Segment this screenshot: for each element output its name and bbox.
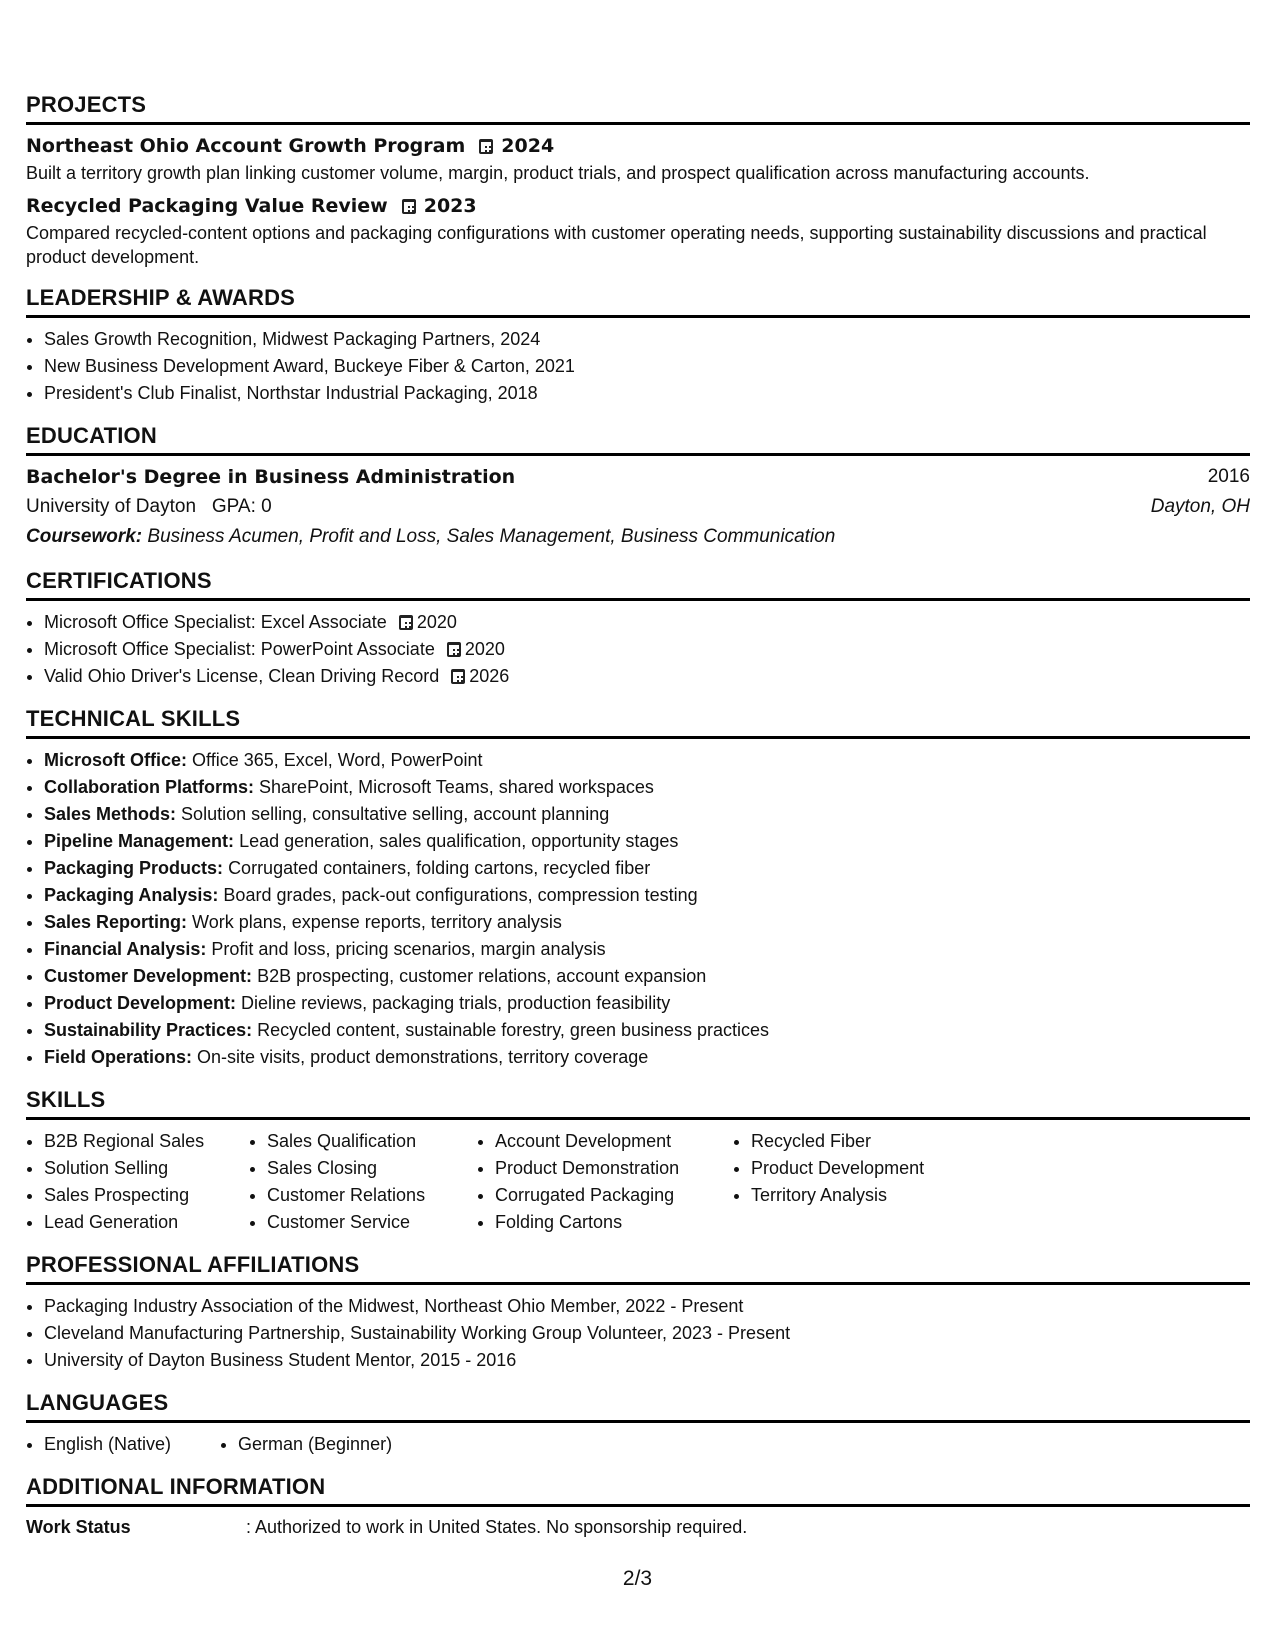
languages-section <box>26 1390 1250 1458</box>
project-item <box>26 133 1250 185</box>
list-item: • Sales Growth Recognition, Midwest Packaging Partners, 2024 <box>44 326 1250 353</box>
project-item <box>26 193 1250 269</box>
certification-name: Microsoft Office Specialist: PowerPoint Associate <box>44 639 435 659</box>
work-status-label: Work Status <box>26 1517 131 1537</box>
section-title-awards: LEADERSHIP & AWARDS <box>26 285 1250 318</box>
list-item: • Territory Analysis <box>751 1182 991 1209</box>
skill-category: Sustainability Practices: <box>44 1020 253 1040</box>
list-item: • Sales Prospecting <box>44 1182 249 1209</box>
skill-category: Customer Development: <box>44 966 253 986</box>
list-item <box>44 855 1250 882</box>
technical-skills-section <box>26 706 1250 1071</box>
certifications-list <box>26 609 1250 690</box>
calendar-icon <box>451 669 465 684</box>
list-item: • Product Development <box>751 1155 991 1182</box>
resume-page <box>26 92 1250 1557</box>
list-item: • President's Club Finalist, Northstar Industrial Packaging, 2018 <box>44 380 1250 407</box>
coursework-label: Coursework: <box>26 526 143 547</box>
list-item: • English (Native) <box>44 1431 220 1458</box>
skill-values: Dieline reviews, packaging trials, production feasibility <box>241 993 671 1013</box>
skill-category: Sales Reporting: <box>44 912 188 932</box>
skills-column <box>477 1128 733 1236</box>
skill-values: SharePoint, Microsoft Teams, shared workspaces <box>259 777 654 797</box>
skill-category: Microsoft Office: <box>44 750 188 770</box>
list-item <box>44 882 1250 909</box>
project-year: 2023 <box>423 195 477 217</box>
list-item: • Sales Qualification <box>267 1128 477 1155</box>
skills-grid <box>26 1128 1250 1236</box>
awards-list <box>26 326 1250 407</box>
affiliations-list <box>26 1293 1250 1374</box>
project-description: Built a territory growth plan linking customer volume, margin, product trials, and prospect qualification across manufacturing accounts. <box>26 163 1090 183</box>
skill-category: Pipeline Management: <box>44 831 235 851</box>
page-number: 2/3 <box>622 1567 653 1590</box>
section-title-technical-skills: TECHNICAL SKILLS <box>26 706 1250 739</box>
list-item: • University of Dayton Business Student Mentor, 2015 - 2016 <box>44 1347 1250 1374</box>
list-item <box>44 990 1250 1017</box>
skill-category: Packaging Analysis: <box>44 885 219 905</box>
skill-values: Office 365, Excel, Word, PowerPoint <box>192 750 483 770</box>
skills-section <box>26 1087 1250 1236</box>
graduation-year: 2016 <box>1207 466 1250 487</box>
skill-category: Financial Analysis: <box>44 939 207 959</box>
section-title-affiliations: PROFESSIONAL AFFILIATIONS <box>26 1252 1250 1285</box>
skill-values: Recycled content, sustainable forestry, green business practices <box>257 1020 770 1040</box>
education-section <box>26 423 1250 552</box>
list-item: • Cleveland Manufacturing Partnership, Sustainability Working Group Volunteer, 2023 - Present <box>44 1320 1250 1347</box>
certification-year: 2026 <box>469 666 510 686</box>
list-item: • Corrugated Packaging <box>495 1182 733 1209</box>
list-item <box>44 801 1250 828</box>
school-location: Dayton, OH <box>1150 496 1250 517</box>
list-item: • Sales Closing <box>267 1155 477 1182</box>
list-item: • Solution Selling <box>44 1155 249 1182</box>
skill-category: Field Operations: <box>44 1047 193 1067</box>
list-item <box>44 936 1250 963</box>
calendar-icon <box>447 642 461 657</box>
list-item <box>44 1017 1250 1044</box>
skill-values: Lead generation, sales qualification, opportunity stages <box>239 831 679 851</box>
calendar-icon <box>402 199 416 214</box>
list-item: • Packaging Industry Association of the Midwest, Northeast Ohio Member, 2022 - Present <box>44 1293 1250 1320</box>
list-item: • German (Beginner) <box>238 1431 392 1458</box>
section-title-certifications: CERTIFICATIONS <box>26 568 1250 601</box>
skill-values: B2B prospecting, customer relations, account expansion <box>257 966 707 986</box>
calendar-icon <box>399 615 413 630</box>
section-title-projects: PROJECTS <box>26 92 1250 125</box>
list-item <box>44 1044 1250 1071</box>
additional-info-section <box>26 1474 1250 1541</box>
list-item <box>44 774 1250 801</box>
skills-column <box>733 1128 991 1236</box>
languages-list <box>26 1431 1250 1458</box>
skill-values: Board grades, pack-out configurations, compression testing <box>223 885 698 905</box>
section-title-additional-info: ADDITIONAL INFORMATION <box>26 1474 1250 1507</box>
project-name: Northeast Ohio Account Growth Program <box>26 135 466 157</box>
list-item: • Lead Generation <box>44 1209 249 1236</box>
skills-column <box>26 1128 249 1236</box>
gpa: GPA: 0 <box>211 496 272 517</box>
skill-values: Work plans, expense reports, territory analysis <box>192 912 562 932</box>
skill-values: On-site visits, product demonstrations, territory coverage <box>197 1047 649 1067</box>
list-item <box>44 636 1250 663</box>
list-item: • B2B Regional Sales <box>44 1128 249 1155</box>
project-description: Compared recycled-content options and packaging configurations with customer operating needs, supporting sustainability discussions and practical product development. <box>26 223 1207 267</box>
skill-category: Packaging Products: <box>44 858 224 878</box>
skills-column <box>249 1128 477 1236</box>
list-item <box>44 909 1250 936</box>
project-year: 2024 <box>501 135 555 157</box>
certifications-section <box>26 568 1250 690</box>
list-item: • Product Demonstration <box>495 1155 733 1182</box>
list-item <box>44 963 1250 990</box>
school-name: University of Dayton <box>26 496 197 517</box>
section-title-languages: LANGUAGES <box>26 1390 1250 1423</box>
awards-section <box>26 285 1250 407</box>
skill-category: Collaboration Platforms: <box>44 777 255 797</box>
list-item <box>44 609 1250 636</box>
list-item <box>44 828 1250 855</box>
list-item: • Recycled Fiber <box>751 1128 991 1155</box>
list-item: • Folding Cartons <box>495 1209 733 1236</box>
certification-year: 2020 <box>464 639 505 659</box>
technical-skills-list <box>26 747 1250 1071</box>
section-title-education: EDUCATION <box>26 423 1250 456</box>
projects-section <box>26 92 1250 269</box>
certification-name: Valid Ohio Driver's License, Clean Driving Record <box>44 666 440 686</box>
work-status-value: : Authorized to work in United States. No sponsorship required. <box>246 1517 748 1537</box>
list-item: • New Business Development Award, Buckeye Fiber & Carton, 2021 <box>44 353 1250 380</box>
skill-category: Sales Methods: <box>44 804 177 824</box>
skill-category: Product Development: <box>44 993 237 1013</box>
calendar-icon <box>479 139 493 154</box>
degree-name: Bachelor's Degree in Business Administration <box>26 466 516 488</box>
list-item <box>44 663 1250 690</box>
certification-year: 2020 <box>416 612 457 632</box>
section-title-skills: SKILLS <box>26 1087 1250 1120</box>
certification-name: Microsoft Office Specialist: Excel Associate <box>44 612 387 632</box>
coursework-list: Business Acumen, Profit and Loss, Sales Management, Business Communication <box>147 526 836 547</box>
skill-values: Profit and loss, pricing scenarios, margin analysis <box>211 939 606 959</box>
list-item <box>44 747 1250 774</box>
skill-values: Corrugated containers, folding cartons, recycled fiber <box>228 858 651 878</box>
affiliations-section <box>26 1252 1250 1374</box>
list-item: • Customer Service <box>267 1209 477 1236</box>
list-item: • Account Development <box>495 1128 733 1155</box>
skill-values: Solution selling, consultative selling, account planning <box>181 804 610 824</box>
project-name: Recycled Packaging Value Review <box>26 195 388 217</box>
list-item: • Customer Relations <box>267 1182 477 1209</box>
